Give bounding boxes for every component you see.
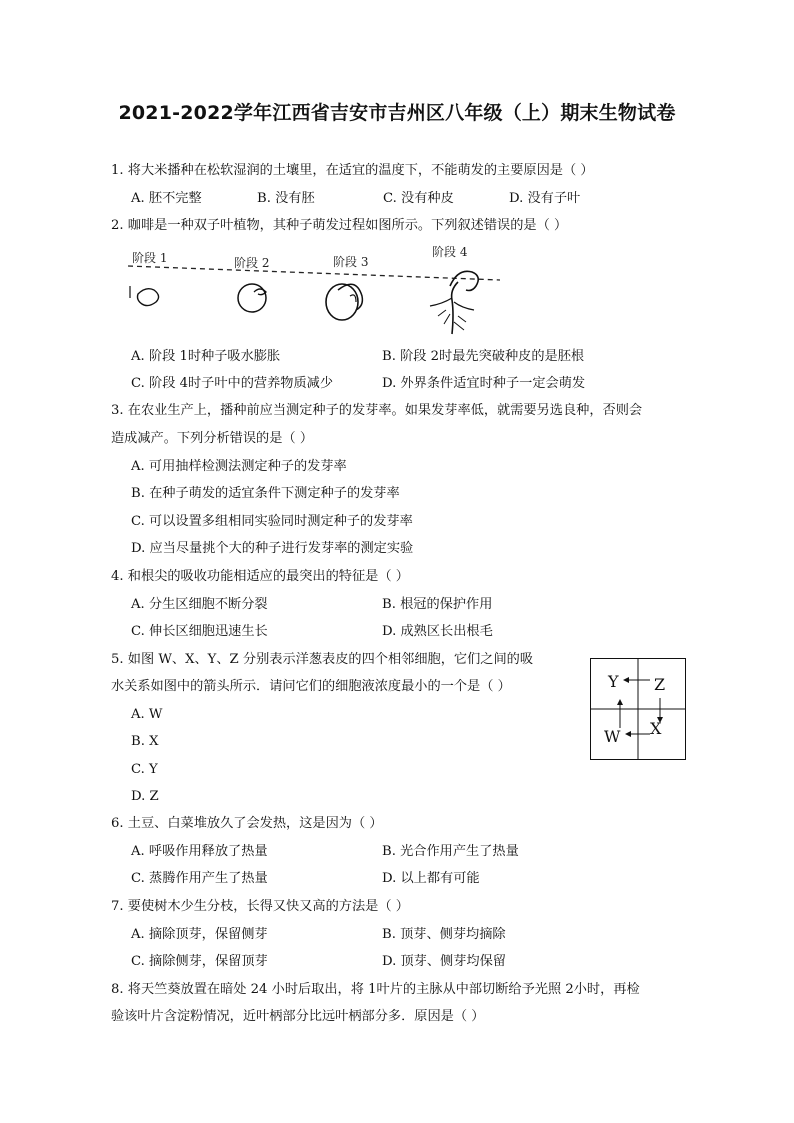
q4-option-b: B. 根冠的保护作用 — [382, 597, 493, 612]
q4-option-c: C. 伸长区细胞迅速生长 — [131, 624, 268, 639]
q6-option-d: D. 以上都有可能 — [382, 871, 480, 886]
q6-option-c: C. 蒸腾作用产生了热量 — [131, 871, 268, 886]
q5-option-b: B. X — [131, 734, 159, 749]
q2-option-d: D. 外界条件适宜时种子一定会萌发 — [382, 376, 586, 391]
stage-4-label: 阶段 4 — [432, 245, 468, 259]
stage-3-seed — [326, 284, 362, 320]
question-6-stem: 6. 土豆、白菜堆放久了会发热，这是因为（ ） — [111, 816, 383, 831]
question-8-stem: 8. 将天竺葵放置在暗处 24 小时后取出，将 1叶片的主脉从中部切断给予光照 2小时，再检 — [111, 982, 640, 997]
question-4-stem: 4. 和根尖的吸收功能相适应的最突出的特征是（ ） — [111, 569, 409, 584]
q3-option-b: B. 在种子萌发的适宜条件下测定种子的发芽率 — [131, 486, 400, 501]
cell-w-label: W — [604, 727, 621, 746]
question-5-stem-cont: 水关系如图中的箭头所示．请问它们的细胞液浓度最小的一个是（ ） — [111, 679, 511, 694]
q3-option-d: D. 应当尽量挑个大的种子进行发芽率的测定实验 — [131, 541, 414, 556]
cell-y-label: Y — [608, 672, 619, 691]
q5-option-d: D. Z — [131, 789, 159, 804]
question-3-stem-cont: 造成减产。下列分析错误的是（ ） — [111, 431, 314, 446]
question-3-stem: 3. 在农业生产上，播种前应当测定种子的发芽率。如果发芽率低，就需要另选良种，否则会 — [111, 403, 643, 418]
cell-z-label: Z — [654, 675, 666, 694]
cell-x-label: X — [650, 719, 662, 738]
question-8-stem-cont: 验该叶片含淀粉情况，近叶柄部分比远叶柄部分多．原因是（ ） — [111, 1009, 485, 1024]
q6-option-a: A. 呼吸作用释放了热量 — [131, 844, 268, 859]
q3-option-a: A. 可用抽样检测法测定种子的发芽率 — [131, 459, 347, 474]
q4-option-a: A. 分生区细胞不断分裂 — [131, 597, 268, 612]
stage-2-seed — [238, 284, 266, 312]
q2-option-b: B. 阶段 2时最先突破种皮的是胚根 — [382, 349, 585, 364]
seed-germination-figure — [128, 240, 500, 340]
q7-option-c: C. 摘除侧芽，保留顶芽 — [131, 954, 268, 969]
q4-option-d: D. 成熟区长出根毛 — [382, 624, 493, 639]
question-1-stem: 1. 将大米播种在松软湿润的土壤里，在适宜的温度下，不能萌发的主要原因是（ ） — [111, 163, 594, 178]
page-title: 2021-2022学年江西省吉安市吉州区八年级（上）期末生物试卷 — [118, 102, 676, 124]
question-5-stem: 5. 如图 W、X、Y、Z 分别表示洋葱表皮的四个相邻细胞，它们之间的吸 — [111, 652, 534, 667]
stage-1-seed — [130, 286, 159, 306]
stage-2-label: 阶段 2 — [234, 256, 270, 270]
q1-option-d: D. 没有子叶 — [509, 191, 581, 206]
question-2-stem: 2. 咖啡是一种双子叶植物，其种子萌发过程如图所示。下列叙述错误的是（ ） — [111, 218, 568, 233]
q5-option-a: A. W — [131, 707, 163, 722]
q1-option-c: C. 没有种皮 — [383, 191, 454, 206]
stage-1-label: 阶段 1 — [132, 251, 168, 265]
q3-option-c: C. 可以设置多组相同实验同时测定种子的发芽率 — [131, 514, 413, 529]
q2-option-c: C. 阶段 4时子叶中的营养物质减少 — [131, 376, 334, 391]
cell-water-diagram — [590, 658, 686, 760]
stage-4-seedling — [430, 271, 478, 334]
q1-option-b: B. 没有胚 — [257, 191, 315, 206]
q1-option-a: A. 胚不完整 — [131, 191, 202, 206]
question-7-stem: 7. 要使树木少生分枝，长得又快又高的方法是（ ） — [111, 899, 409, 914]
q6-option-b: B. 光合作用产生了热量 — [382, 844, 519, 859]
q5-option-c: C. Y — [131, 762, 158, 777]
stage-3-label: 阶段 3 — [333, 255, 369, 269]
q2-option-a: A. 阶段 1时种子吸水膨胀 — [131, 349, 281, 364]
q7-option-a: A. 摘除顶芽，保留侧芽 — [131, 927, 268, 942]
q7-option-b: B. 顶芽、侧芽均摘除 — [382, 927, 506, 942]
q7-option-d: D. 顶芽、侧芽均保留 — [382, 954, 506, 969]
